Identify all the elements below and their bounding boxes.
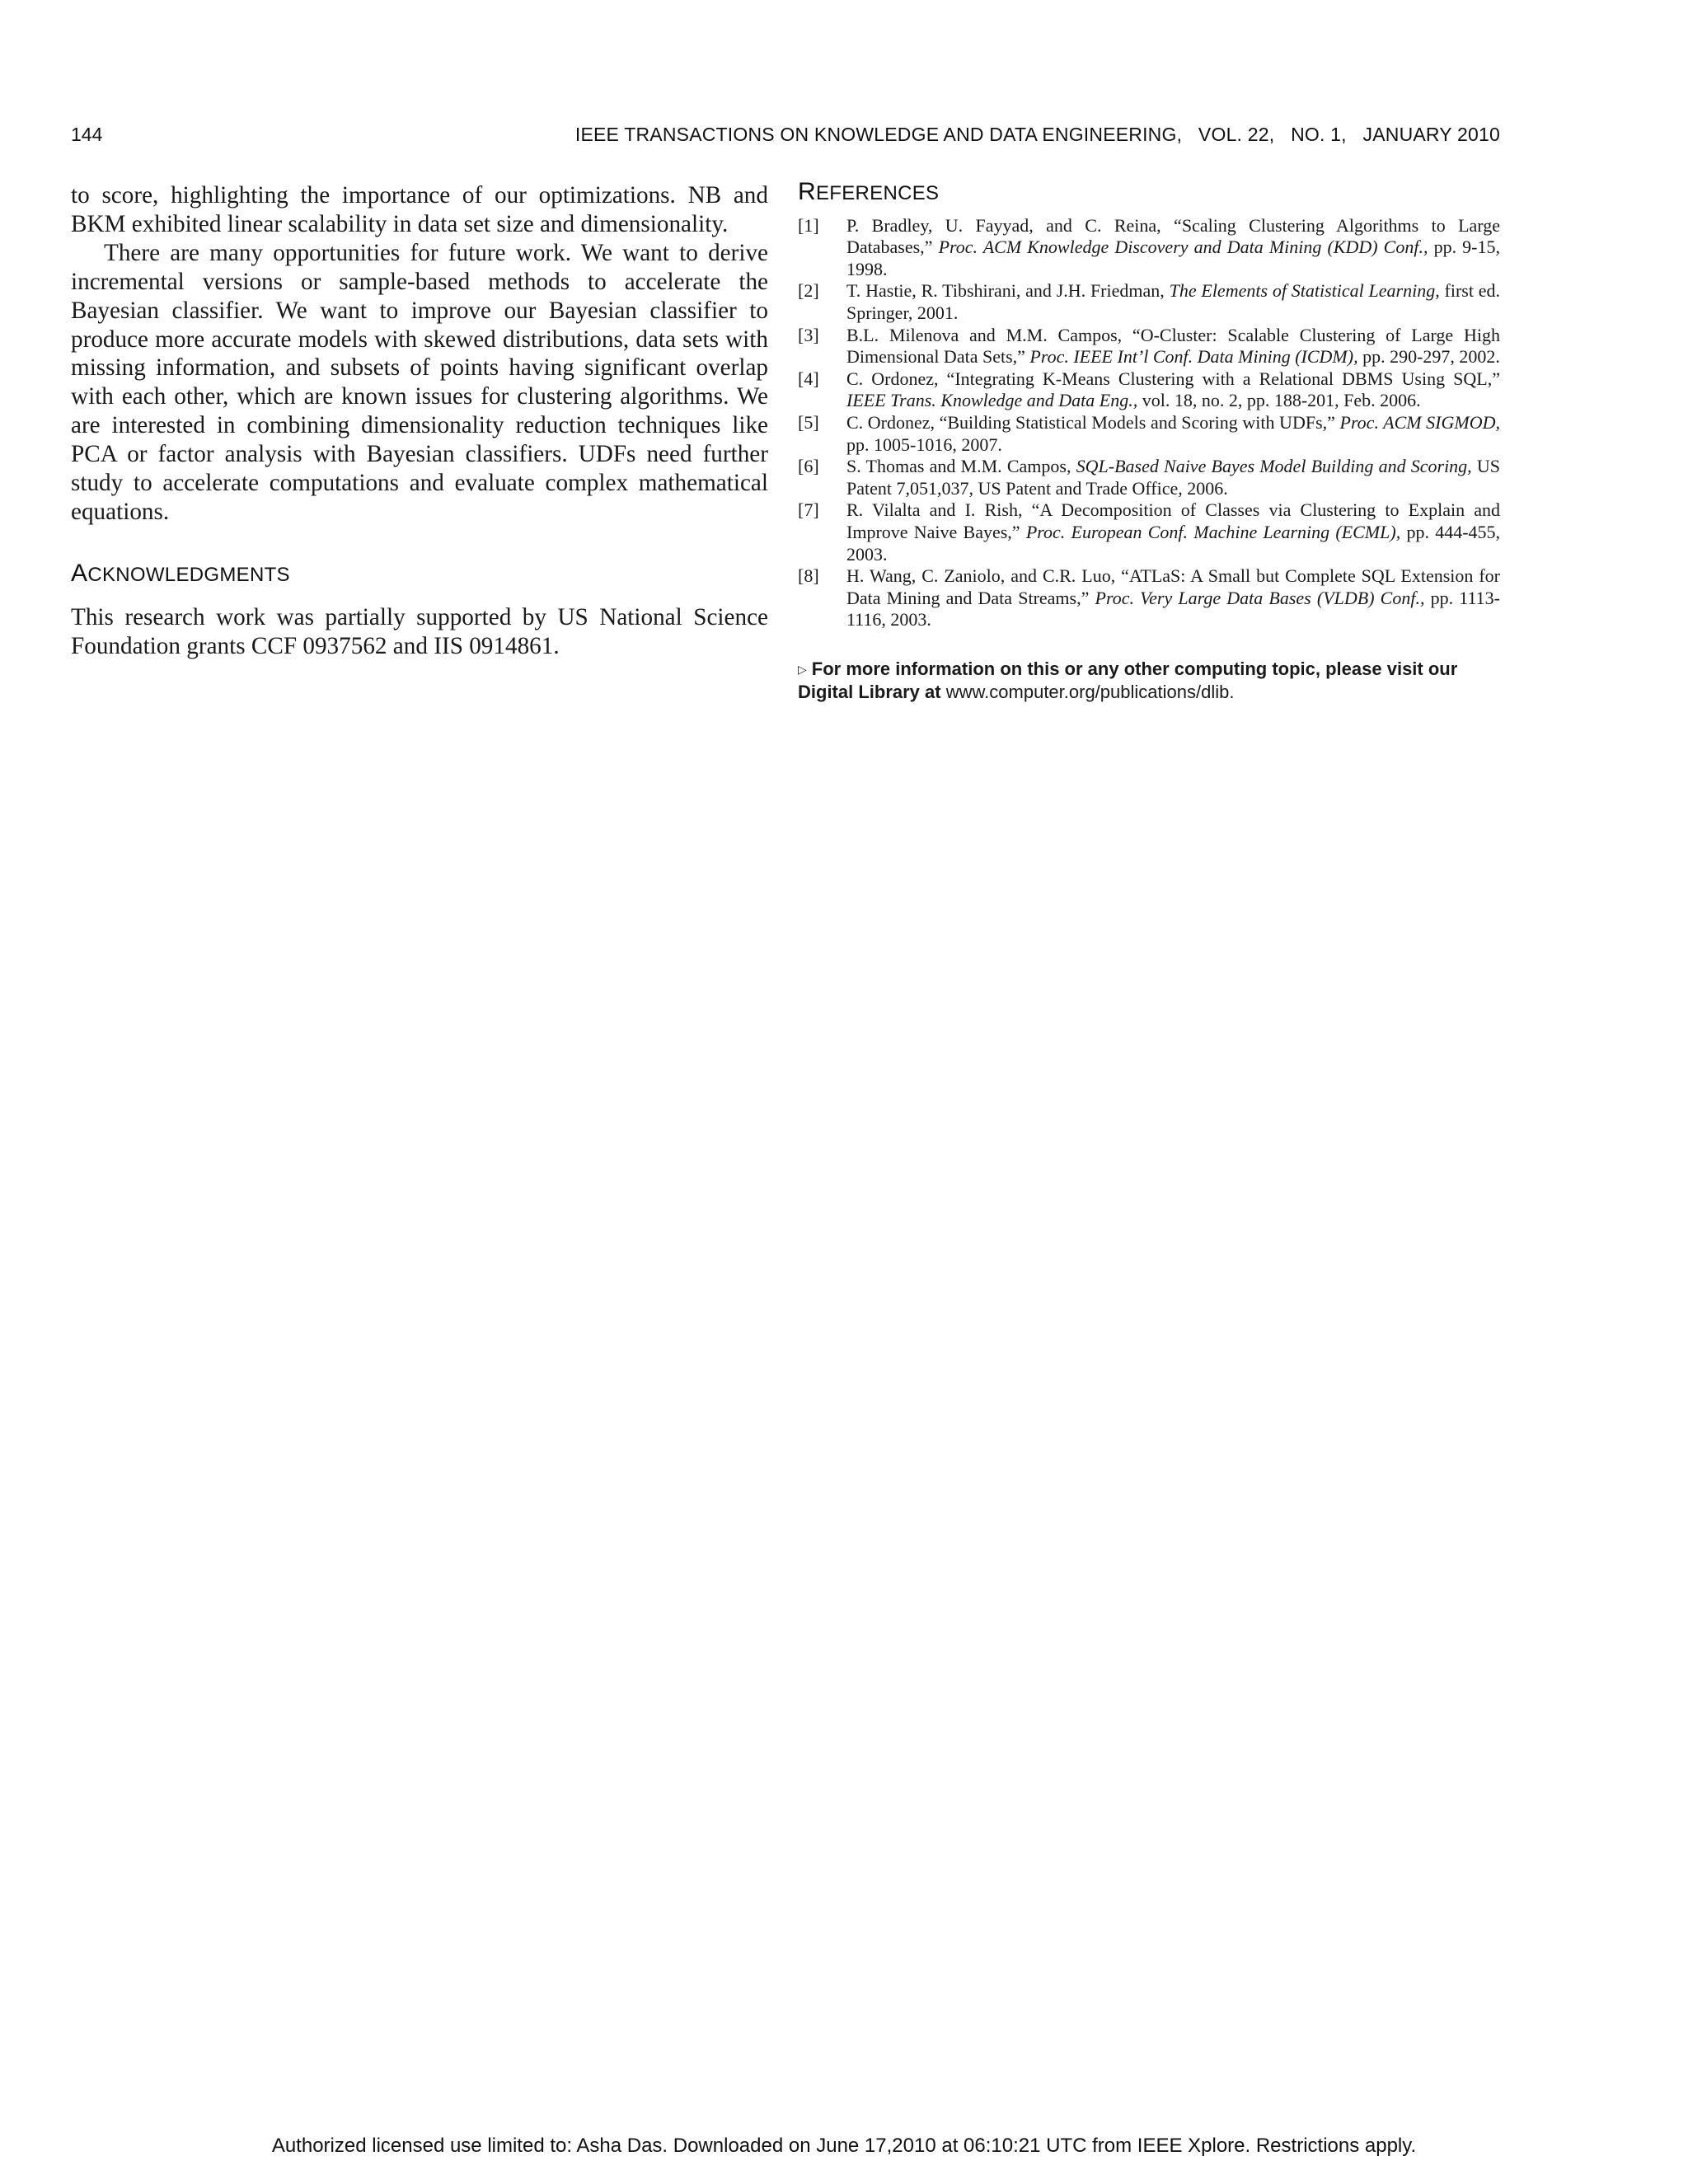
journal-title: IEEE TRANSACTIONS ON KNOWLEDGE AND DATA ENGINEERING, VOL. 22, NO. 1, JANUARY 2010 (574, 124, 1500, 145)
reference-details: first ed. Springer, 2001. (846, 280, 1501, 323)
digital-library-note (798, 658, 1500, 703)
reference-venue: Proc. IEEE Int’l Conf. Data Mining (ICDM), (1029, 346, 1358, 368)
reference-venue: Proc. ACM SIGMOD, (1339, 411, 1501, 433)
reference-item (798, 325, 1500, 368)
acknowledgments-heading-rest: CKNOWLEDGMENTS (87, 563, 290, 586)
reference-number: [2] (798, 280, 819, 302)
acknowledgments-heading-initial: A (71, 559, 88, 587)
reference-details: pp. 444-455, 2003. (846, 521, 1501, 565)
digital-library-text: For more information on this or any other computing topic, please visit our Digital Library at (798, 658, 1458, 702)
reference-authors-title: T. Hastie, R. Tibshirani, and J.H. Friedman, (846, 280, 1170, 302)
reference-details: pp. 1113-1116, 2003. (846, 587, 1500, 630)
reference-authors-title: C. Ordonez, “Integrating K-Means Clustering with a Relational DBMS Using SQL,” (846, 368, 1500, 389)
reference-number: [3] (798, 324, 819, 345)
reference-number: [6] (798, 456, 819, 477)
license-footer: Authorized licensed use limited to: Asha Das. Downloaded on June 17,2010 at 06:10:21 UTC from IEEE Xplore. Restrictions apply. (271, 2135, 1417, 2157)
reference-item (798, 215, 1500, 281)
reference-venue: Proc. European Conf. Machine Learning (ECML), (1025, 521, 1401, 542)
conclusion-paragraph-1: to score, highlighting the importance of our optimizations. NB and BKM exhibited linear scalability in data set size and dimensionality. (71, 182, 768, 237)
conclusion-paragraph-2: There are many opportunities for future work. We want to derive incremental versions or sample-based methods to accelerate the Bayesian classifier. We want to improve our Bayesian classifier to produce more accurate models with skewed distributions, data sets with missing information, and subsets of points having significant overlap with each other, which are known issues for clustering algorithms. We are interested in combining dimensionality reduction techniques like PCA or factor analysis with Bayesian classifiers. UDFs need further study to accelerate computations and evaluate complex mathematical equations. (71, 239, 768, 525)
reference-authors-title: R. Vilalta and I. Rish, “A Decomposition of Classes via Clustering to Explain and Improve Naive Bayes,” (846, 499, 1500, 542)
reference-authors-title: C. Ordonez, “Building Statistical Models and Scoring with UDFs,” (846, 411, 1340, 433)
reference-item (798, 368, 1500, 412)
reference-details: US Patent 7,051,037, US Patent and Trade Office, 2006. (846, 456, 1500, 499)
page-number: 144 (71, 124, 103, 145)
reference-item (798, 280, 1500, 324)
reference-details: pp. 9-15, 1998. (846, 237, 1500, 279)
reference-item (798, 499, 1500, 565)
references-heading (798, 178, 1500, 205)
reference-number: [5] (798, 411, 819, 433)
reference-venue: Proc. Very Large Data Bases (VLDB) Conf., (1095, 587, 1425, 608)
left-column (71, 181, 768, 661)
reference-details: pp. 1005-1016, 2007. (846, 434, 1002, 455)
reference-authors-title: B.L. Milenova and M.M. Campos, “O-Cluster: Scalable Clustering of Large High Dimensional Data Sets,” (846, 324, 1500, 368)
reference-authors-title: S. Thomas and M.M. Campos, (846, 456, 1076, 477)
reference-venue: IEEE Trans. Knowledge and Data Eng., (846, 390, 1138, 411)
references-heading-rest: EFERENCES (815, 182, 940, 204)
reference-list (798, 215, 1500, 631)
reference-number: [4] (798, 368, 819, 389)
reference-item (798, 565, 1500, 631)
references-heading-initial: R (798, 178, 816, 205)
acknowledgments-heading (71, 560, 768, 590)
reference-details: vol. 18, no. 2, pp. 188-201, Feb. 2006. (1137, 390, 1421, 411)
reference-number: [1] (798, 214, 819, 236)
reference-item (798, 412, 1500, 456)
digital-library-link[interactable]: www.computer.org/publications/dlib. (945, 681, 1235, 702)
reference-venue: Proc. ACM Knowledge Discovery and Data Mining (KDD) Conf., (938, 237, 1428, 258)
reference-item (798, 456, 1500, 499)
acknowledgments-text: This research work was partially supported by US National Science Foundation grants CCF 0937562 and IIS 0914861. (71, 603, 768, 659)
reference-details: pp. 290-297, 2002. (1357, 346, 1500, 368)
reference-number: [8] (798, 565, 819, 587)
running-header (71, 124, 1500, 150)
reference-number: [7] (798, 499, 819, 521)
reference-authors-title: H. Wang, C. Zaniolo, and C.R. Luo, “ATLaS: A Small but Complete SQL Extension for Data Mining and Data Streams,” (846, 565, 1500, 608)
reference-venue: SQL-Based Naive Bayes Model Building and Scoring, (1076, 456, 1472, 477)
right-column (798, 178, 1501, 703)
reference-venue: The Elements of Statistical Learning, (1169, 280, 1440, 302)
triangle-marker-icon: ▷ (798, 662, 807, 676)
reference-authors-title: P. Bradley, U. Fayyad, and C. Reina, “Scaling Clustering Algorithms to Large Databases,” (846, 214, 1500, 258)
